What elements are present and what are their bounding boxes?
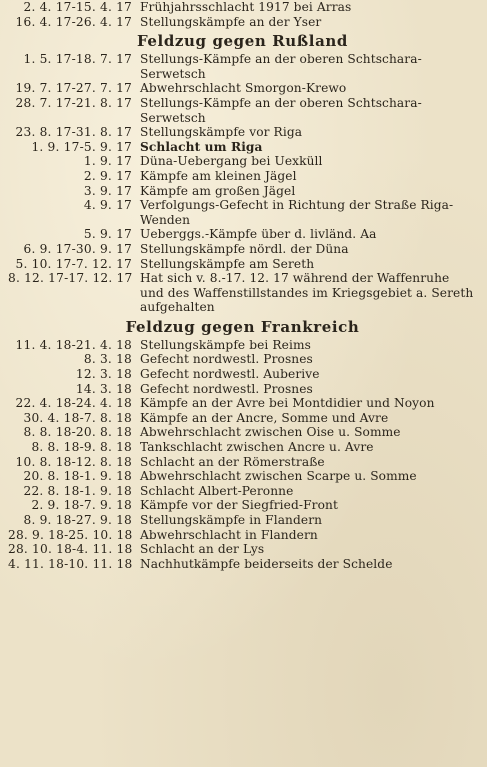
- entry-text: Stellungskämpfe am Sereth: [140, 256, 315, 271]
- entry-row: [8, 271, 477, 315]
- entry-row: [8, 382, 477, 397]
- entry-text: Schlacht um Riga: [140, 139, 263, 154]
- entry-row: [8, 557, 477, 572]
- entry-row: [8, 396, 477, 411]
- entry-date: 12. 3. 18: [75, 367, 132, 382]
- entry-row: [8, 338, 477, 353]
- entry-row: [8, 184, 477, 199]
- entry-date: 8. 12. 17-17. 12. 17: [8, 271, 133, 286]
- entry-text: Gefecht nordwestl. Prosnes: [140, 381, 313, 396]
- entry-row: [8, 52, 477, 81]
- entry-date: 1. 9. 17: [83, 154, 132, 169]
- entry-text: Ueberggs.-Kämpfe über d. livländ. Aa: [140, 227, 377, 242]
- entry-date: 4. 11. 18-10. 11. 18: [8, 556, 133, 571]
- entry-row: [8, 169, 477, 184]
- entry-text: Verfolgungs-Gefecht in Richtung der Straße Riga-Wenden: [140, 198, 454, 227]
- entry-row: [8, 498, 477, 513]
- entry-row: [8, 140, 477, 155]
- entry-row: [8, 15, 477, 30]
- entry-date: 1. 5. 17-18. 7. 17: [23, 52, 132, 67]
- entry-date: 11. 4. 18-21. 4. 18: [15, 337, 132, 352]
- entry-row: [8, 513, 477, 528]
- entry-row: [8, 411, 477, 426]
- entry-text: Abwehrschlacht zwischen Oise u. Somme: [140, 425, 401, 440]
- entry-date: 5. 9. 17: [83, 227, 132, 242]
- entry-text: Hat sich v. 8.-17. 12. 17 während der Waffenruhe und des Waffenstillstandes im Kriegsgebiet a. Sereth aufgehalten: [140, 271, 474, 315]
- entry-date: 8. 3. 18: [83, 352, 132, 367]
- entry-text: Kämpfe an der Ancre, Somme und Avre: [140, 410, 389, 425]
- entry-date: 30. 4. 18-7. 8. 18: [23, 410, 132, 425]
- entry-row: [8, 528, 477, 543]
- entry-date: 2. 9. 18-7. 9. 18: [31, 498, 132, 513]
- entry-text: Abwehrschlacht Smorgon-Krewo: [140, 81, 347, 96]
- entry-row: [8, 81, 477, 96]
- entry-text: Schlacht an der Römerstraße: [140, 454, 325, 469]
- entry-date: 20. 8. 18-1. 9. 18: [23, 469, 132, 484]
- entry-row: [8, 198, 477, 227]
- entry-date: 28. 9. 18-25. 10. 18: [8, 527, 133, 542]
- entry-row: [8, 440, 477, 455]
- entry-date: 8. 8. 18-20. 8. 18: [23, 425, 132, 440]
- entry-row: [8, 96, 477, 125]
- entry-text: Nachhutkämpfe beiderseits der Schelde: [140, 556, 393, 571]
- entry-text: Kämpfe vor der Siegfried-Front: [140, 498, 338, 513]
- entry-date: 10. 8. 18-12. 8. 18: [15, 454, 132, 469]
- entry-row: [8, 367, 477, 382]
- entry-text: Gefecht nordwestl. Auberive: [140, 367, 320, 382]
- entry-text: Stellungs-Kämpfe an der oberen Schtschara-Serwetsch: [140, 95, 422, 125]
- entry-date: 2. 9. 17: [83, 168, 132, 183]
- entry-text: Kämpfe am kleinen Jägel: [140, 168, 297, 183]
- entry-date: 3. 9. 17: [83, 183, 132, 198]
- entry-date: 4. 9. 17: [83, 198, 132, 213]
- entry-row: [8, 0, 477, 15]
- entry-text: Stellungskämpfe in Flandern: [140, 513, 323, 527]
- entry-date: 28. 10. 18-4. 11. 18: [8, 542, 133, 557]
- entry-date: 22. 4. 18-24. 4. 18: [15, 396, 132, 411]
- entry-date: 23. 8. 17-31. 8. 17: [15, 125, 132, 140]
- entry-date: 8. 9. 18-27. 9. 18: [23, 513, 132, 527]
- entry-text: Abwehrschlacht in Flandern: [140, 527, 318, 542]
- entry-row: [8, 469, 477, 484]
- entry-text: Stellungskämpfe vor Riga: [140, 125, 303, 140]
- entry-text: Schlacht Albert-Peronne: [140, 483, 294, 498]
- entry-text: Stellungskämpfe bei Reims: [140, 337, 312, 352]
- entry-text: Kämpfe an der Avre bei Montdidier und Noyon: [140, 396, 435, 411]
- entry-row: [8, 154, 477, 169]
- entry-date: 8. 8. 18-9. 8. 18: [31, 440, 132, 455]
- entry-text: Tankschlacht zwischen Ancre u. Avre: [140, 440, 374, 455]
- entry-text: Düna-Uebergang bei Uexküll: [140, 154, 323, 169]
- entry-row: [8, 425, 477, 440]
- entry-text: Schlacht an der Lys: [140, 542, 265, 557]
- entry-text: Stellungskämpfe nördl. der Düna: [140, 241, 349, 256]
- entry-row: [8, 542, 477, 557]
- entry-text: Abwehrschlacht zwischen Scarpe u. Somme: [140, 469, 417, 484]
- entry-row: [8, 352, 477, 367]
- entry-row: [8, 484, 477, 499]
- entry-row: [8, 125, 477, 140]
- entry-date: 14. 3. 18: [75, 381, 132, 396]
- entry-row: [8, 257, 477, 272]
- entry-text: Stellungs-Kämpfe an der oberen Schtschara-Serwetsch: [140, 52, 422, 81]
- entry-date: 2. 4. 17-15. 4. 17: [23, 0, 132, 14]
- entry-date: 16. 4. 17-26. 4. 17: [15, 14, 132, 29]
- entry-date: 28. 7. 17-21. 8. 17: [15, 95, 132, 110]
- entry-date: 5. 10. 17-7. 12. 17: [15, 256, 132, 271]
- entry-date: 1. 9. 17-5. 9. 17: [31, 139, 132, 154]
- section-heading-russia: Feldzug gegen Rußland: [136, 32, 349, 51]
- section-heading-france: Feldzug gegen Frankreich: [125, 317, 360, 336]
- entry-date: 22. 8. 18-1. 9. 18: [23, 483, 132, 498]
- entry-row: [8, 455, 477, 470]
- entry-text: Kämpfe am großen Jägel: [140, 183, 296, 198]
- entry-row: [8, 227, 477, 242]
- entry-date: 6. 9. 17-30. 9. 17: [23, 241, 132, 256]
- entry-row: [8, 242, 477, 257]
- entry-date: 19. 7. 17-27. 7. 17: [15, 81, 132, 96]
- entry-text: Frühjahrsschlacht 1917 bei Arras: [140, 0, 352, 14]
- entry-text: Stellungskämpfe an der Yser: [140, 14, 322, 29]
- entry-text: Gefecht nordwestl. Prosnes: [140, 352, 313, 367]
